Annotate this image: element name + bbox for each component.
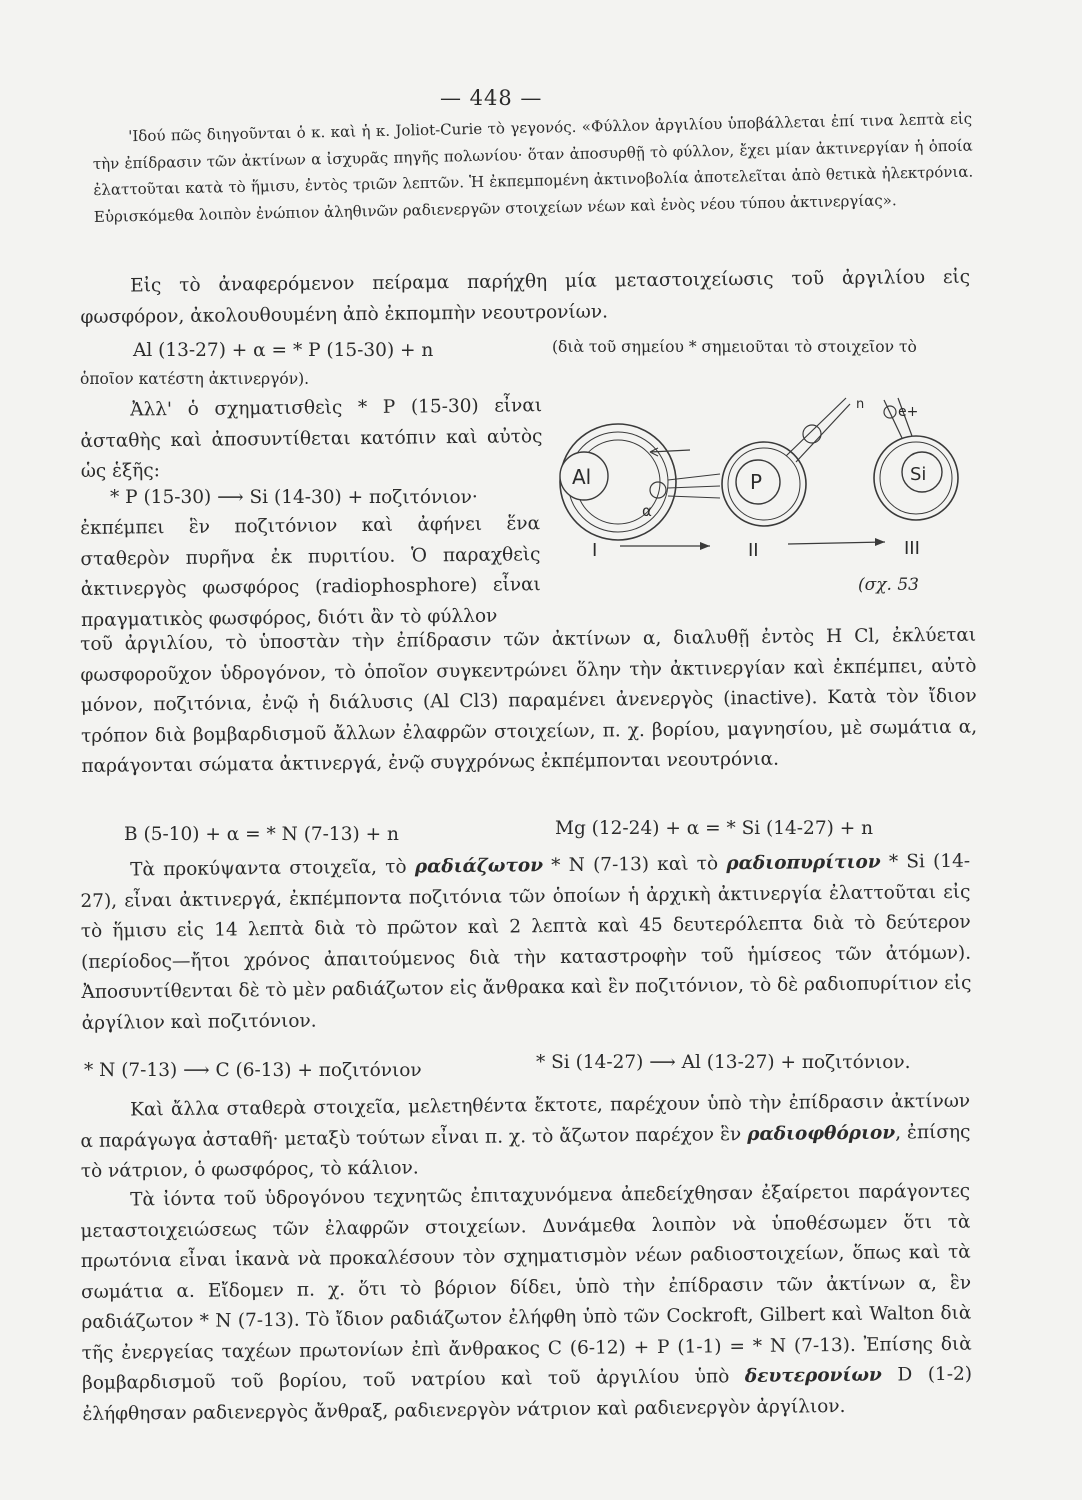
- page-number: — 448 —: [440, 86, 543, 110]
- equation-note: (διὰ τοῦ σημείου * σημειοῦται τὸ στοιχεῖον τὸ: [552, 338, 917, 356]
- equation-note-cont: ὁποῖον κατέστη ἀκτινεργόν).: [80, 370, 310, 388]
- equation-magnesium: Mg (12-24) + α = * Si (14-27) + n: [555, 818, 873, 839]
- p6-lead: Τὰ ἰόντα τοῦ ὑδρογόνου τεχνητῶς ἐπιταχυνόμενα ἀπεδείχθησαν ἐξαίρετοι παράγοντες μεταστοιχειώσεως τῶν ἐλαφρῶν στοιχείων. Δυνάμεθα λοιπὸν νὰ ὑποθέσωμεν ὅτι τὰ πρωτόνια εἶναι ἱκανὰ νὰ προκαλέσουν τὸν σχηματισμὸν νέων ραδιοστοιχείων, ὅπως καὶ τὰ σωμάτια α. Εἴδομεν π. χ. ὅτι τὸ βόριον δίδει, ὑπὸ τὴν ἐπίδρασιν τῶν ἀκτίνων α, ἓν ραδιάζωτον * N (7-13). Τὸ ἴδιον ραδιάζωτον ἐλήφθη ὑπὸ τῶν Cockroft, Gilbert καὶ Walton διὰ τῆς ἐνεργείας ταχέων πρωτονίων ἐπὶ ἄνθρακος C (6-12) + P (1-1) = * N (7-13). Ἐπίσης διὰ βομβαρδισμοῦ τοῦ βορίου, τοῦ νατρίου καὶ τοῦ ἀργιλίου ὑπὸ: [80, 1180, 972, 1394]
- paragraph-stable-elements: [80, 1087, 971, 1188]
- paragraph-hydrogen-ions: [80, 1177, 973, 1430]
- paragraph-hcl-dissolution: τοῦ ἀργιλίου, τὸ ὑποστὰν τὴν ἐπίδρασιν τῶν ἀκτίνων α, διαλυθῇ ἐντὸς H Cl, ἐκλύεται φωσφοροῦχον ὑδρογόνον, τὸ ὁποῖον συγκεντρώνει ὅλην τὴν ἀκτινεργίαν καὶ ἐκπέμπει, αὐτὸ μόνον, ποζιτόνια, ἐνῷ ἡ διάλυσις (Al Cl3) παραμένει ἀνενεργὸς (inactive). Κατὰ τὸν ἴδιον τρόπον διὰ βομβαρδισμοῦ ἄλλων ἐλαφρῶν στοιχείων, π. χ. βορίου, μαγνησίου, μὲ σωμάτια α, παράγονται σώματα ἀκτινεργά, ἐνῷ συγχρόνως ἐκπέμπονται νεουτρόνια.: [80, 624, 978, 777]
- equation-boron: B (5-10) + α = * N (7-13) + n: [124, 824, 399, 845]
- al-label: Al: [572, 465, 592, 489]
- equation-si-decay: * Si (14-27) ⟶ Al (13-27) + ποζιτόνιον.: [536, 1052, 911, 1073]
- si-label: Si: [910, 464, 927, 485]
- neutron-label: n: [856, 397, 865, 412]
- transmutation-figure: [550, 390, 990, 600]
- p4-mid: * N (7-13) καὶ τὸ: [551, 853, 719, 877]
- p4-rest: * Si (14-27), εἶναι ἀκτινεργά, ἐκπέμποντα ποζιτόνια τῶν ὁποίων ἡ ἀρχικὴ ἀκτινεργία ἐλαττοῦται εἰς τὸ ἥμισυ εἰς 14 λεπτὰ διὰ τὸ πρῶτον καὶ 2 λεπτὰ καὶ 45 δευτερόλεπτα διὰ τὸ δεύτερον (περίοδος—ἤτοι χρόνος ἀπαιτούμενος διὰ τὴν καταστροφὴν τοῦ ἡμίσεος τῶν ἀτόμων). Ἀποσυντίθενται δὲ τὸ μὲν ραδιάζωτον εἰς ἄνθρακα καὶ ἓν ποζιτόνιον, τὸ δὲ ραδιοπυρίτιον εἰς ἀργίλιον καὶ ποζιτόνιον.: [80, 850, 972, 1034]
- term-radiazoton: ραδιάζωτον: [414, 855, 544, 878]
- p6-rest: D (1-2) ἐλήφθησαν ραδιενεργὸς ἄνθραξ, ραδιενεργὸν νάτριον καὶ ραδιενεργὸν ἀργίλιον.: [82, 1363, 973, 1425]
- positron-label: e+: [898, 404, 919, 420]
- term-radiofthorio: ραδιοφθόριον: [747, 1121, 896, 1145]
- term-deuterons: δευτερονίων: [744, 1364, 882, 1388]
- p5-lead: Καὶ ἄλλα σταθερὰ στοιχεῖα, μελετηθέντα ἔκτοτε, παρέχουν ὑπὸ τὴν ἐπίδρασιν ἀκτίνων α παράγωγα ἀσταθῆ· μεταξὺ τούτων εἶναι π. χ. τὸ ἄζωτον παρέχον ἓν: [80, 1090, 971, 1152]
- p-label: P: [750, 470, 763, 494]
- p5-rest: , ἐπίσης τὸ νάτριον, ὁ φωσφόρος, τὸ κάλιον.: [80, 1121, 971, 1182]
- p4-lead: Τὰ προκύψαντα στοιχεῖα, τὸ: [130, 856, 407, 881]
- alpha-particle: [642, 448, 720, 520]
- joliot-curie-quote: 'Ιδού πῶς διηγοῦνται ὁ κ. καὶ ἡ κ. Joliot-Curie τὸ γεγονός. «Φύλλον ἀργιλίου ὑποβάλλεται ἐπί τινα λεπτὰ εἰς τὴν ἐπίδρασιν τῶν ἀκτίνων α ἰσχυρᾶς πηγῆς πολωνίου· ὅταν ἀποσυρθῇ τὸ φύλλον, ἔχει μίαν ἀκτινεργίαν ἡ ὁποία ἐλαττοῦται κατὰ τὸ ἥμισυ, ἐντὸς τριῶν λεπτῶν. Ἡ ἐκπεμπομένη ἀκτινοβολία ἀποτελεῖται ἀπὸ θετικὰ ἠλεκτρόνια. Εὑρισκόμεθα λοιπὸν ἐνώπιον ἀληθινῶν ραδιενεργῶν στοιχείων νέων καὶ ἑνὸς νέου τύπου ἀκτινεργίας».: [92, 109, 974, 226]
- stage-arrows: [592, 538, 920, 561]
- stage-1-label: I: [592, 540, 598, 561]
- term-radiopyritio: ραδιοπυρίτιον: [726, 851, 881, 875]
- paragraph-transmutation: Εἰς τὸ ἀναφερόμενον πείραμα παρήχθη μία μεταστοιχείωσις τοῦ ἀργιλίου εἰς φωσφόρον, ἀκολουθουμένη ἀπὸ ἐκπομπὴν νεουτρονίων.: [80, 266, 971, 328]
- alpha-label: α: [642, 502, 652, 520]
- equation-p-decay: * P (15-30) ⟶ Si (14-30) + ποζιτόνιον·: [110, 487, 478, 508]
- paragraph-unstable-p: Ἀλλ' ὁ σχηματισθεὶς * P (15-30) εἶναι ἀσταθὴς καὶ ἀποσυντίθεται κατόπιν καὶ αὐτὸς ὡς ἑξῆς:: [80, 395, 543, 482]
- paragraph-radioelements: [80, 847, 972, 1039]
- equation-n-decay: * N (7-13) ⟶ C (6-13) + ποζιτόνιον: [84, 1060, 422, 1081]
- stage-3-label: III: [904, 538, 920, 559]
- stage-2-label: II: [748, 540, 759, 561]
- paragraph-radiophosphore: ἐκπέμπει ἓν ποζιτόνιον καὶ ἀφήνει ἕνα σταθερὸν πυρῆνα ἐκ πυριτίου. Ὁ παραχθεὶς ἀκτινεργὸς φωσφόρος (radiophosphore) εἶναι πραγματικὸς φωσφόρος, διότι ἂν τὸ φύλλον: [80, 513, 541, 631]
- equation-al-alpha: Al (13-27) + α = * P (15-30) + n: [133, 340, 434, 361]
- silicon-atom: [874, 398, 958, 520]
- phosphorus-atom: [722, 397, 864, 526]
- figure-caption: (σχ. 53: [858, 575, 919, 595]
